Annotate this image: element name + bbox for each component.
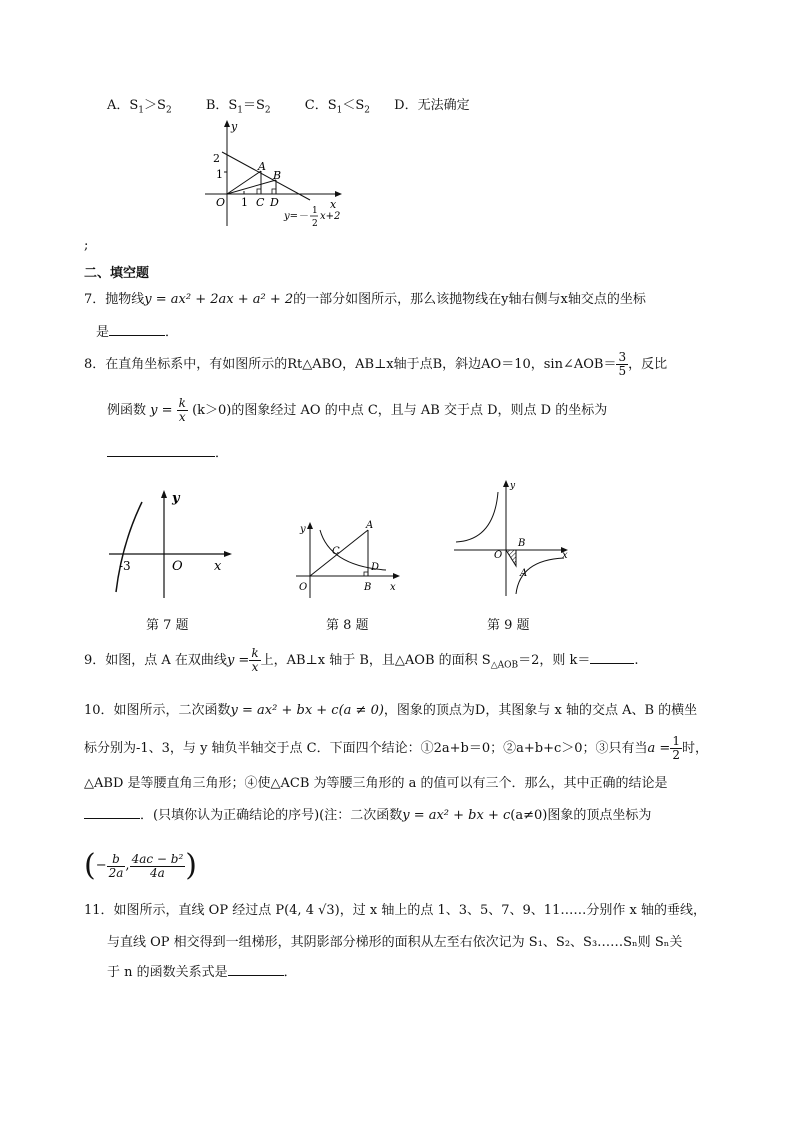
q9-k-over-x: $\frac{k}{x}$ bbox=[251, 646, 259, 674]
axis-y-label: y bbox=[231, 120, 238, 133]
question-11: 11．如图所示，直线 OP 经过点 P(4, 4 √3)，过 x 轴上的点 1、3、5、7、9、11……分别作 x 轴的垂线， bbox=[84, 903, 706, 918]
question-9: 9．如图，点 A 在双曲线y = $\frac{k}{x}$ 上，AB⊥x 轴于 B，且△AOB 的面积 $S_{\triangle AOB}=2$，则 k＝ . bbox=[84, 646, 639, 674]
figure-7-caption: 第 7 题 bbox=[146, 618, 189, 633]
point-c-label: C bbox=[256, 196, 265, 209]
q10-vertex-x: $\frac{b}{2a}$ bbox=[108, 851, 124, 880]
question-10-line3: △ABD 是等腰直角三角形；④使△ACB 为等腰三角形的 a 的值可以有三个．那么，其中正确的结论是 bbox=[84, 776, 668, 791]
f8-point-d: D bbox=[371, 562, 380, 573]
figure-9-hyperbola bbox=[450, 478, 574, 598]
f9-origin: O bbox=[494, 550, 503, 561]
point-a-label: A bbox=[258, 160, 266, 173]
question-8-line2: 例函数 y = $\frac{k}{x}$ (k＞0)的图象经过 AO 的中点 C，且与 AB 交于点 D，则点 D 的坐标为 bbox=[107, 396, 608, 424]
question-8: 8．在直角坐标系中，有如图所示的Rt△ABO，AB⊥x轴于点B，斜边AO＝10，sin∠AOB＝ $\frac{3}{5}$ ，反比 bbox=[84, 350, 668, 378]
q8-answer-blank[interactable] bbox=[107, 444, 215, 457]
point-d-label: D bbox=[270, 196, 279, 209]
point-b-label: B bbox=[273, 169, 282, 182]
f8-y-label: y bbox=[300, 524, 306, 535]
f9-y-label: y bbox=[510, 481, 516, 491]
f9-point-a: A bbox=[520, 568, 528, 579]
question-10-line4: ．(只填你认为正确结论的序号)(注：二次函数y = ax² + bx + c(a≠0)图象的顶点坐标为 bbox=[84, 806, 651, 825]
f8-x-label: x bbox=[390, 582, 396, 593]
figure-8-caption: 第 8 题 bbox=[326, 618, 369, 633]
f7-neg3-label: -3 bbox=[119, 559, 131, 573]
q10-half-fraction: $\frac{1}{2}$ bbox=[672, 734, 680, 762]
line-equation-num: 1 bbox=[312, 206, 318, 216]
f9-point-b: B bbox=[518, 538, 526, 549]
tick-2: 2 bbox=[213, 152, 220, 165]
q7-formula: y = ax² + 2ax + a² + 2 bbox=[144, 292, 294, 307]
q10-vertex-y: $\frac{\text{4ac − b²}}{4a}$ bbox=[131, 851, 184, 880]
f7-x-label: x bbox=[214, 559, 222, 574]
question-7-line2: 是 ． bbox=[96, 325, 179, 340]
question-11-line3: 于 n 的函数关系式是 ． bbox=[107, 965, 297, 980]
question-8-line3: ． bbox=[107, 444, 228, 463]
q10-vertex-formula: (− $\frac{b}{2a}$ , $\frac{\text{4ac − b²}}{4a}$ ) bbox=[84, 848, 197, 883]
xtick-1: 1 bbox=[241, 196, 248, 209]
f8-point-c: C bbox=[332, 546, 340, 557]
f9-x-label: x bbox=[562, 550, 568, 561]
q10-answer-blank[interactable] bbox=[84, 806, 140, 819]
option-b: B．$S_1=S_2$ bbox=[205, 98, 271, 116]
f7-y-label: y bbox=[172, 491, 180, 506]
q7-answer-blank[interactable] bbox=[109, 323, 165, 336]
axis-x-label: x bbox=[330, 198, 337, 211]
option-c: C．$S_1<S_2$ bbox=[304, 98, 371, 116]
figure-top-graph bbox=[200, 118, 360, 230]
question-10: 10．如图所示，二次函数y = ax² + bx + c(a ≠ 0)，图象的顶点为D，其图象与 x 轴的交点 A、B 的横坐 bbox=[84, 703, 698, 718]
f8-origin: O bbox=[299, 582, 308, 593]
semicolon: ; bbox=[84, 238, 89, 253]
figure-8-triangle bbox=[290, 518, 406, 600]
q9-answer-blank[interactable] bbox=[590, 651, 634, 664]
tick-1: 1 bbox=[216, 168, 223, 181]
option-a: A．$S_1>S_2$ bbox=[107, 98, 172, 116]
question-11-line2: 与直线 OP 相交得到一组梯形，其阴影部分梯形的面积从左至右依次记为 S₁、S₂、S₃……Sₙ则 Sₙ关 bbox=[107, 935, 683, 950]
question-7: 7．抛物线y = ax² + 2ax + a² + 2的一部分如图所示，那么该抛物线在y轴右侧与x轴交点的坐标 bbox=[84, 292, 646, 307]
q8-k-over-x: $\frac{k}{x}$ bbox=[178, 396, 186, 424]
line-equation-right: x+2 bbox=[320, 211, 341, 222]
figure-9-caption: 第 9 题 bbox=[487, 618, 530, 633]
line-equation-left: y=－ bbox=[284, 211, 309, 222]
line-equation-den: 2 bbox=[312, 219, 318, 229]
figure-7-parabola bbox=[104, 488, 236, 600]
f8-point-a: A bbox=[366, 520, 374, 531]
question-10-line2: 标分别为-1、3，与 y 轴负半轴交于点 C．下面四个结论：①2a+b＝0；②a+b+c＞0；③只有当a = $\frac{1}{2}$ 时， bbox=[84, 734, 708, 762]
f8-point-b: B bbox=[364, 582, 372, 593]
q8-sin-fraction: $\frac{3}{5}$ bbox=[618, 350, 627, 378]
section-heading: 二、填空题 bbox=[84, 266, 150, 281]
option-d: D．无法确定 bbox=[394, 98, 470, 113]
answer-options bbox=[107, 97, 470, 120]
q10-formula: y = ax² + bx + c(a ≠ 0) bbox=[230, 703, 384, 718]
q11-answer-blank[interactable] bbox=[228, 963, 284, 976]
f7-origin: O bbox=[172, 559, 183, 574]
origin-label: O bbox=[216, 196, 226, 209]
